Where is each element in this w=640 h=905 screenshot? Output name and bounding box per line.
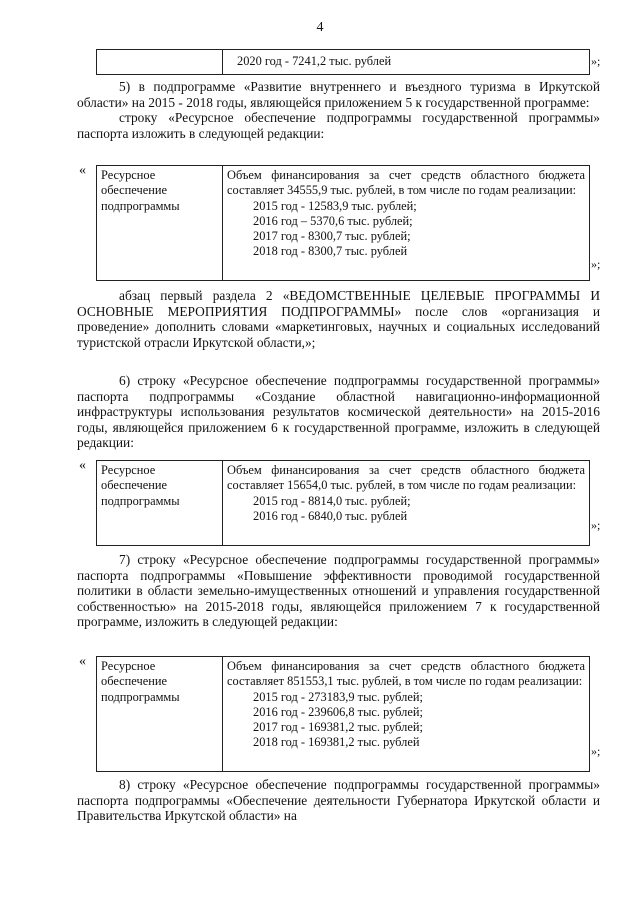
table-3-label: Ресурсное обеспечение подпрограммы — [97, 657, 223, 771]
table-1-open-quote: « — [79, 163, 86, 178]
abzac-text: абзац первый раздела 2 «ВЕДОМСТВЕННЫЕ ЦЕЛЕВЫЕ ПРОГРАММЫ И ОСНОВНЫЕ МЕРОПРИЯТИЯ ПОДПРОГРАММЫ» после слов «организация и проведение» дополнить словами «маркетинговых, научных и социальных исследований туристской отрасли Иркутской области,»; — [77, 288, 600, 350]
abzac-paragraph — [77, 288, 600, 350]
table-3-year-2018: 2018 год - 169381,2 тыс. рублей — [253, 735, 420, 750]
item-5-text: 5) в подпрограмме «Развитие внутреннего и въездного туризма в Иркутской области» на 2015 - 2018 годы, являющейся приложением 5 к государственной программе: — [77, 79, 600, 110]
page-number: 4 — [316, 20, 324, 35]
table-2-year-2015: 2015 год - 8814,0 тыс. рублей; — [253, 493, 411, 508]
item-6-text: 6) строку «Ресурсное обеспечение подпрограммы государственной программы» паспорта подпрограммы «Создание областной навигационно-информационной инфраструктуры использования результатов космической деятельности» на 2015-2016 годы, являющейся приложением 6 к государственной программе, изложить в следующей редакции: — [77, 373, 600, 450]
table-3-year-2015: 2015 год - 273183,9 тыс. рублей; — [253, 689, 423, 704]
item-5-subtext: строку «Ресурсное обеспечение подпрограммы государственной программы» паспорта изложить в следующей редакции: — [77, 110, 600, 141]
item-7 — [77, 552, 600, 630]
table-1-year-2018: 2018 год - 8300,7 тыс. рублей — [253, 244, 408, 259]
table-2-open-quote: « — [79, 458, 86, 473]
item-7-text: 7) строку «Ресурсное обеспечение подпрограммы государственной программы» паспорта подпрограммы «Повышение эффективности проводимой государственной политики в области земельно-имущественных отношений и управления государственной собственностью» на 2015-2018 годы, являющейся приложением 7 к государственной программе, изложить в следующей редакции: — [77, 552, 600, 629]
table-1-year-2015: 2015 год - 12583,9 тыс. рублей; — [253, 198, 417, 213]
table-2-year-2016: 2016 год - 6840,0 тыс. рублей — [253, 508, 408, 523]
table-3 — [96, 656, 590, 772]
top-row-close-quote: »; — [591, 54, 601, 68]
item-8-text: 8) строку «Ресурсное обеспечение подпрограммы государственной программы» паспорта подпрограммы «Обеспечение деятельности Губернатора Иркутской области и Правительства Иркутской области» на — [77, 777, 600, 823]
top-row-value: 2020 год - 7241,2 тыс. рублей — [237, 54, 392, 68]
table-1-year-2017: 2017 год - 8300,7 тыс. рублей; — [253, 229, 411, 244]
table-3-intro: Объем финансирования за счет средств областного бюджета составляет 851553,1 тыс. рублей, в том числе по годам реализации: — [227, 659, 585, 689]
table-1-content — [223, 166, 589, 280]
item-6 — [77, 373, 600, 451]
table-1-intro: Объем финансирования за счет средств областного бюджета составляет 34555,9 тыс. рублей, в том числе по годам реализации: — [227, 168, 585, 198]
table-1-close-quote: »; — [591, 257, 601, 271]
table-1-year-2016: 2016 год – 5370,6 тыс. рублей; — [253, 213, 413, 228]
table-3-open-quote: « — [79, 654, 86, 669]
item-8 — [77, 777, 600, 824]
table-2-label: Ресурсное обеспечение подпрограммы — [97, 461, 223, 545]
item-5 — [77, 79, 600, 141]
table-3-content — [223, 657, 589, 771]
top-row-value-cell — [223, 50, 589, 74]
table-3-year-2016: 2016 год - 239606,8 тыс. рублей; — [253, 704, 423, 719]
top-row-label-cell — [97, 50, 223, 74]
table-2-content — [223, 461, 589, 545]
table-2-close-quote: »; — [591, 518, 601, 532]
table-2-intro: Объем финансирования за счет средств областного бюджета составляет 15654,0 тыс. рублей, в том числе по годам реализации: — [227, 463, 585, 493]
table-1-label: Ресурсное обеспечение подпрограммы — [97, 166, 223, 280]
table-2 — [96, 460, 590, 546]
table-1 — [96, 165, 590, 281]
table-3-close-quote: »; — [591, 744, 601, 758]
table-3-year-2017: 2017 год - 169381,2 тыс. рублей; — [253, 720, 423, 735]
top-table-row — [96, 49, 590, 75]
